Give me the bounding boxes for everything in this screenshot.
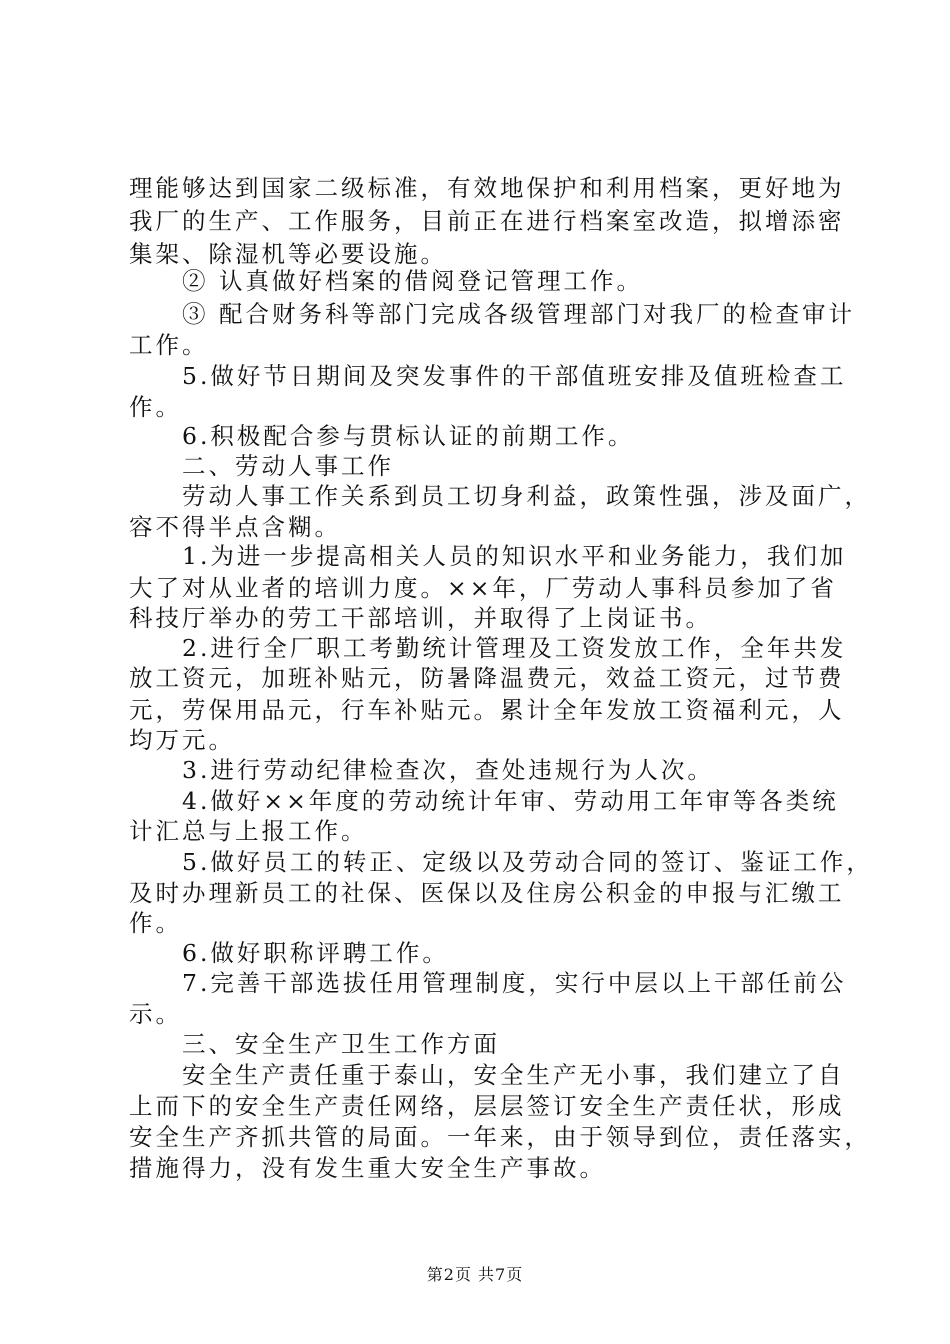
section-heading: 二、劳动人事工作 xyxy=(129,452,394,480)
text-line: 6.积极配合参与贯标认证的前期工作。 xyxy=(129,422,635,450)
text-line: 1.为进一步提高相关人员的知识水平和业务能力，我们加 xyxy=(129,542,847,570)
text-line: 作。 xyxy=(129,393,182,421)
text-line: 2.进行全厂职工考勤统计管理及工资发放工作，全年共发 xyxy=(129,634,847,662)
text-line: 劳动人事工作关系到员工切身利益，政策性强，涉及面广， xyxy=(129,482,871,510)
text-line: 安全生产齐抓共管的局面。一年来，由于领导到位，责任落实， xyxy=(129,1123,871,1151)
text-line: 作。 xyxy=(129,909,182,937)
text-line: 5.做好节日期间及突发事件的干部值班安排及值班检查工 xyxy=(129,362,847,390)
text-line: 安全生产责任重于泰山，安全生产无小事，我们建立了自 xyxy=(129,1061,845,1089)
text-line: 5.做好员工的转正、定级以及劳动合同的签订、鉴证工作， xyxy=(129,848,873,876)
text-line: 示。 xyxy=(129,1000,182,1028)
text-line: 6.做好职称评聘工作。 xyxy=(129,939,449,967)
text-line: 4.做好××年度的劳动统计年审、劳动用工年审等各类统 xyxy=(129,787,839,815)
text-line: 工作。 xyxy=(129,331,209,359)
text-line: ② 认真做好档案的借阅登记管理工作。 xyxy=(129,267,643,295)
text-line: 大了对从业者的培训力度。××年，厂劳动人事科员参加了省 xyxy=(129,574,837,602)
text-line: 容不得半点含糊。 xyxy=(129,513,341,541)
text-line: 理能够达到国家二级标准，有效地保护和利用档案，更好地为 xyxy=(129,174,845,202)
text-line: 放工资元，加班补贴元，防暑降温费元，效益工资元，过节费 xyxy=(129,664,845,692)
section-heading: 三、安全生产卫生工作方面 xyxy=(129,1030,500,1058)
text-line: 集架、除湿机等必要设施。 xyxy=(129,240,447,268)
text-line: 均万元。 xyxy=(129,726,235,754)
page-footer: 第2页 共7页 xyxy=(426,1265,524,1284)
text-line: 上而下的安全生产责任网络，层层签订安全生产责任状，形成 xyxy=(129,1092,845,1120)
text-line: 元，劳保用品元，行车补贴元。累计全年发放工资福利元，人 xyxy=(129,696,845,724)
text-line: 3.进行劳动纪律检查次，查处违规行为人次。 xyxy=(129,756,714,784)
text-line: 科技厅举办的劳工干部培训，并取得了上岗证书。 xyxy=(129,604,712,632)
text-line: 措施得力，没有发生重大安全生产事故。 xyxy=(129,1154,606,1182)
text-line: ③ 配合财务科等部门完成各级管理部门对我厂的检查审计 xyxy=(129,300,855,328)
text-line: 7.完善干部选拔任用管理制度，实行中层以上干部任前公 xyxy=(129,969,847,997)
text-line: 计汇总与上报工作。 xyxy=(129,817,368,845)
text-line: 及时办理新员工的社保、医保以及住房公积金的申报与汇缴工 xyxy=(129,879,845,907)
text-line: 我厂的生产、工作服务，目前正在进行档案室改造，拟增添密 xyxy=(129,207,845,235)
